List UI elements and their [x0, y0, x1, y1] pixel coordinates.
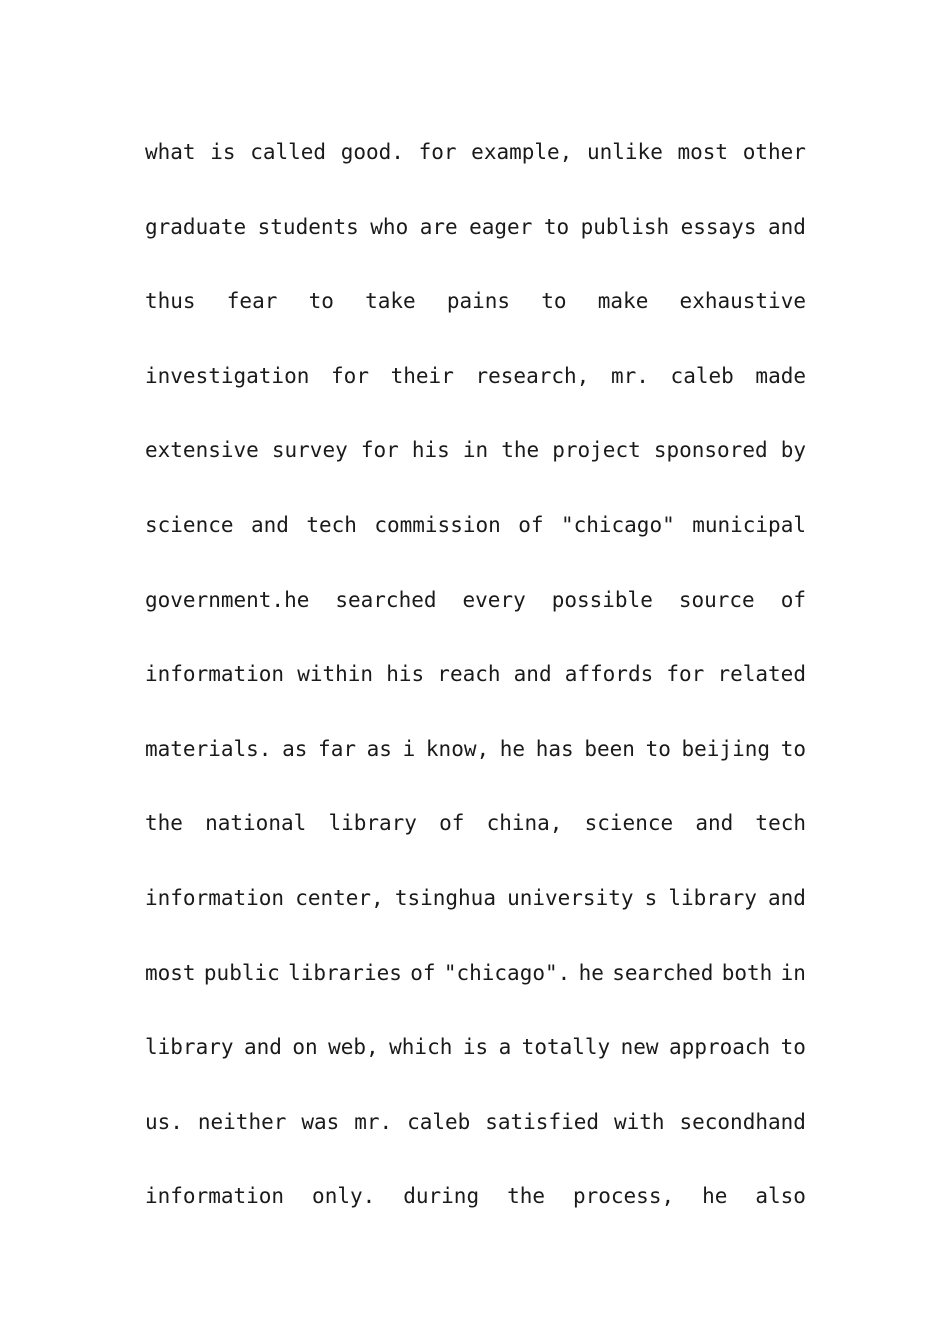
word: to: [645, 736, 671, 761]
word: tech: [306, 512, 357, 537]
word: called: [250, 140, 327, 164]
word: good.: [340, 140, 404, 164]
text-line: [145, 507, 806, 582]
word: searched: [335, 587, 437, 612]
word: essays: [680, 214, 757, 239]
word: of: [410, 960, 436, 985]
word: for: [666, 662, 705, 687]
word: possible: [551, 587, 653, 612]
word: most: [677, 140, 729, 164]
word: information: [145, 885, 285, 910]
word: and: [250, 512, 289, 537]
word: approach: [669, 1035, 771, 1060]
word: his: [386, 662, 425, 687]
word: students: [257, 214, 359, 239]
word: mr.: [354, 1109, 393, 1134]
word: us.: [145, 1109, 183, 1134]
word: library: [145, 1035, 234, 1060]
word: eager: [469, 214, 533, 239]
word: he: [578, 960, 604, 985]
word: affords: [564, 662, 654, 687]
word: thus: [145, 289, 196, 314]
word: of: [780, 587, 806, 612]
text-line: [145, 955, 806, 1030]
word: caleb: [670, 363, 734, 388]
word: survey: [271, 438, 348, 463]
word: graduate: [145, 214, 247, 239]
word: during: [403, 1184, 480, 1209]
body-text: [145, 134, 806, 1253]
word: he: [702, 1184, 728, 1209]
word: take: [365, 289, 416, 314]
text-line: [145, 880, 806, 955]
word: to: [780, 1035, 806, 1060]
word: for: [331, 363, 369, 388]
word: is: [210, 140, 236, 164]
word: and: [243, 1035, 282, 1060]
word: neither: [197, 1109, 287, 1134]
word: know,: [425, 736, 490, 761]
word: china,: [486, 811, 563, 836]
word: the: [501, 438, 540, 463]
word: government.he: [145, 587, 310, 612]
text-line: [145, 283, 806, 358]
word: who: [370, 214, 409, 239]
text-line: [145, 805, 806, 880]
text-line: [145, 1104, 806, 1179]
word: make: [597, 289, 649, 314]
word: i: [402, 736, 416, 761]
text-line: [145, 358, 806, 433]
word: "chicago": [560, 512, 675, 537]
word: library: [668, 885, 757, 910]
word: information: [145, 1184, 285, 1209]
word: tech: [755, 811, 806, 836]
word: and: [768, 885, 806, 910]
word: investigation: [145, 363, 310, 388]
word: public: [203, 960, 280, 985]
word: extensive: [145, 438, 259, 463]
word: unlike: [586, 140, 663, 164]
word: as: [366, 736, 392, 761]
word: as: [282, 736, 308, 761]
word: research,: [475, 363, 590, 388]
word: in: [462, 438, 489, 463]
word: searched: [612, 960, 714, 985]
word: for: [418, 140, 457, 164]
word: with: [613, 1109, 665, 1134]
word: their: [390, 363, 454, 388]
word: example,: [471, 140, 573, 164]
word: totally: [521, 1035, 611, 1060]
word: fear: [226, 289, 278, 314]
word: been: [584, 736, 635, 761]
word: made: [755, 363, 806, 388]
word: only.: [312, 1184, 376, 1209]
word: science: [584, 811, 674, 836]
text-line: [145, 432, 806, 507]
word: to: [780, 736, 806, 761]
word: information: [145, 662, 285, 687]
word: tsinghua: [394, 885, 496, 910]
word: library: [328, 811, 417, 836]
word: satisfied: [485, 1109, 600, 1134]
text-line: [145, 209, 806, 284]
word: other: [742, 140, 806, 164]
word: to: [308, 289, 334, 314]
word: pains: [446, 289, 511, 314]
word: the: [145, 811, 183, 836]
word: are: [419, 214, 458, 239]
word: process,: [572, 1184, 675, 1209]
word: sponsored: [653, 438, 768, 463]
word: mr.: [610, 363, 649, 388]
text-line: [145, 1029, 806, 1104]
word: commission: [374, 512, 501, 537]
word: caleb: [407, 1109, 471, 1134]
word: within: [297, 662, 374, 687]
word: s: [644, 885, 658, 910]
word: project: [552, 438, 641, 463]
word: "chicago".: [443, 960, 571, 985]
text-line: [145, 134, 806, 209]
word: what: [145, 140, 196, 164]
word: to: [543, 214, 570, 239]
word: on: [292, 1035, 318, 1060]
word: center,: [295, 885, 384, 910]
word: beijing: [681, 736, 771, 761]
text-line: [145, 656, 806, 731]
word: materials.: [145, 736, 272, 761]
word: every: [462, 587, 526, 612]
word: national: [205, 811, 307, 836]
word: reach: [437, 662, 501, 687]
word: web,: [328, 1035, 379, 1060]
word: and: [767, 214, 806, 239]
word: he: [499, 736, 526, 761]
word: related: [717, 662, 806, 687]
word: for: [360, 438, 399, 463]
word: is: [462, 1035, 489, 1060]
word: also: [755, 1184, 806, 1209]
word: in: [780, 960, 806, 985]
word: secondhand: [679, 1109, 806, 1134]
word: to: [541, 289, 567, 314]
word: most: [145, 960, 196, 985]
word: has: [535, 736, 574, 761]
word: his: [411, 438, 450, 463]
word: by: [780, 438, 806, 463]
word: which: [389, 1035, 453, 1060]
word: municipal: [692, 512, 806, 537]
word: of: [518, 512, 544, 537]
word: science: [145, 512, 234, 537]
word: new: [620, 1035, 659, 1060]
word: and: [695, 811, 734, 836]
word: exhaustive: [679, 289, 806, 314]
word: and: [513, 662, 552, 687]
word: was: [301, 1109, 340, 1134]
word: publish: [580, 214, 670, 239]
text-line: [145, 731, 806, 806]
word: both: [721, 960, 773, 985]
word: the: [507, 1184, 545, 1209]
word: libraries: [288, 960, 402, 985]
text-line: [145, 1178, 806, 1253]
word: university: [507, 885, 634, 910]
word: a: [498, 1035, 512, 1060]
text-line: [145, 582, 806, 657]
word: far: [318, 736, 356, 761]
word: of: [439, 811, 465, 836]
word: source: [678, 587, 755, 612]
